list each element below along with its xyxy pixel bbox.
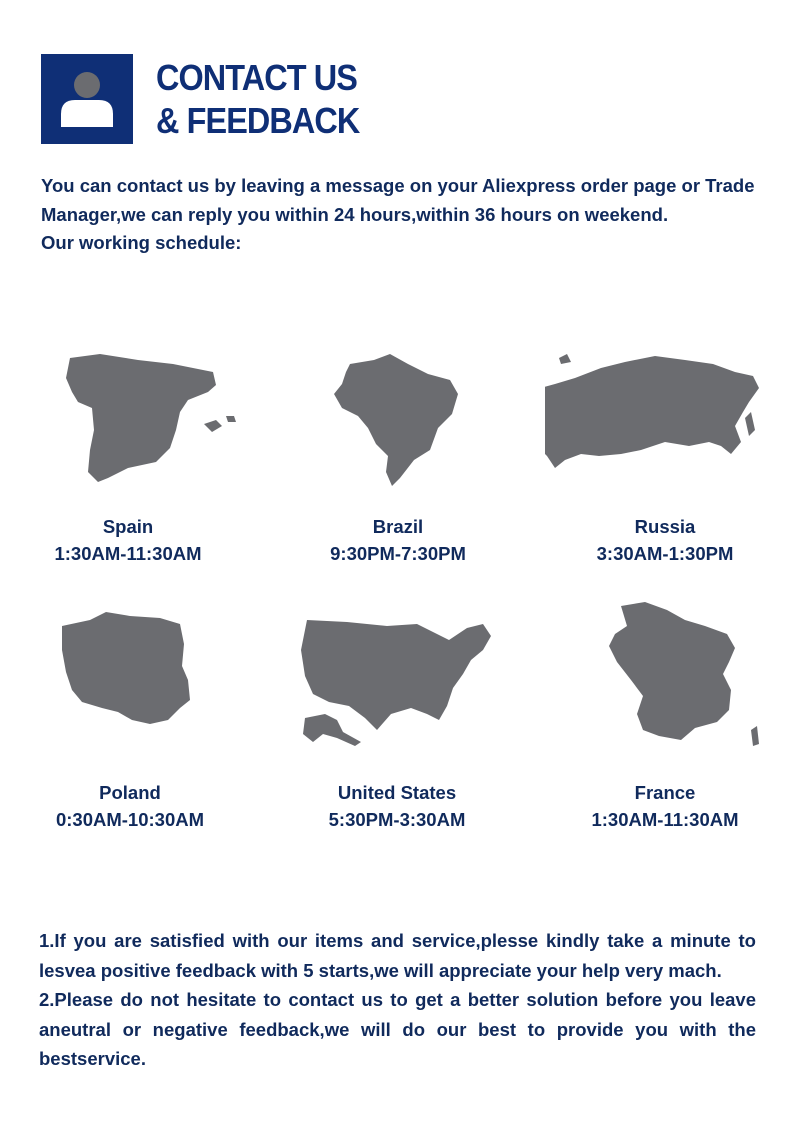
country-hours: 0:30AM-10:30AM [55, 809, 205, 830]
schedule-heading: Our working schedule: [41, 232, 242, 253]
russia-map-icon [545, 350, 785, 490]
country-hours: 9:30PM-7:30PM [330, 543, 466, 564]
country-name: Spain [102, 516, 154, 537]
logo-box [41, 54, 133, 144]
title-line-1: CONTACT US [156, 57, 357, 98]
note-item-2: 2.Please do not hesitate to contact us to get a better solution before you leave aneutral or negative feedback,we will do our best to provide you with the bestservice. [39, 989, 756, 1069]
country-russia [545, 350, 785, 580]
country-hours: 3:30AM-1:30PM [596, 543, 734, 564]
spain-map-icon [8, 350, 248, 490]
intro-text [41, 172, 761, 258]
title-line-2: & FEEDBACK [156, 100, 360, 141]
country-hours: 1:30AM-11:30AM [591, 809, 739, 830]
brazil-map-icon [278, 350, 518, 490]
page-title [156, 56, 359, 142]
country-name: United States [337, 782, 457, 803]
country-poland [10, 610, 250, 840]
country-united-states [277, 610, 517, 840]
country-hours: 5:30PM-3:30AM [328, 809, 466, 830]
france-map-icon [545, 600, 785, 750]
country-spain [8, 350, 248, 580]
country-france [545, 600, 785, 840]
country-name: Poland [99, 782, 161, 803]
poland-map-icon [10, 610, 250, 750]
feedback-notes [39, 926, 756, 1074]
country-name: Brazil [372, 516, 424, 537]
country-brazil [278, 350, 518, 580]
note-item-1: 1.If you are satisfied with our items and service,plesse kindly take a minute to lesvea positive feedback with 5 starts,we will appreciate your help very mach. [39, 930, 756, 981]
country-name: Russia [634, 516, 696, 537]
usa-map-icon [277, 610, 517, 760]
country-name: France [634, 782, 696, 803]
country-hours: 1:30AM-11:30AM [54, 543, 202, 564]
intro-paragraph: You can contact us by leaving a message on your Aliexpress order page or Trade Manager,we can reply you within 24 hours,within 36 hours on weekend. [41, 175, 755, 225]
user-icon [41, 54, 133, 144]
